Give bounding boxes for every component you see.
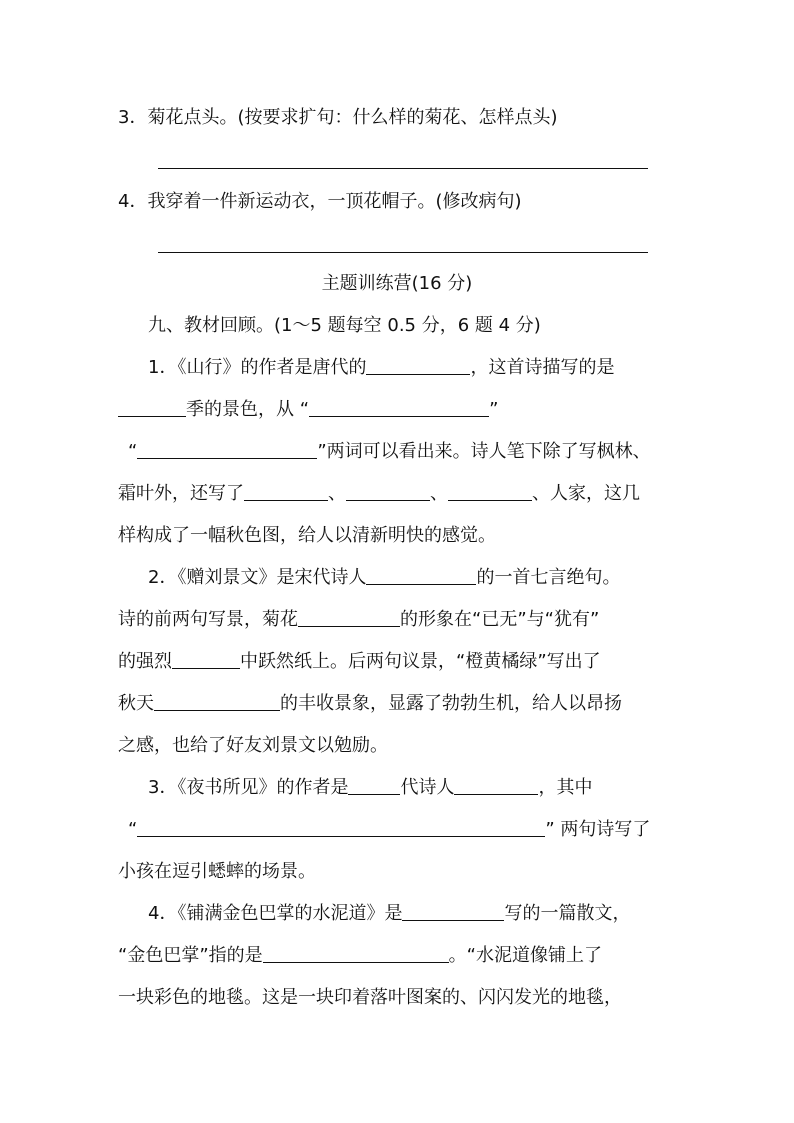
q1-line5: 样构成了一幅秋色图，给人以清新明快的感觉。 — [118, 525, 496, 546]
answer-line[interactable] — [158, 252, 648, 253]
blank[interactable] — [348, 776, 400, 795]
q2-line3: 的强烈 中跃然纸上。后两句议景，“橙黄橘绿”写出了 — [118, 651, 601, 672]
blank[interactable] — [263, 944, 449, 963]
blank[interactable] — [118, 398, 186, 417]
q1-line3: “ ”两词可以看出来。诗人笔下除了写枫林、 — [128, 441, 651, 462]
q4-line2: “金色巴掌”指的是 。“水泥道像铺上了 — [118, 945, 602, 966]
q3-line3: 小孩在逗引蟋蟀的场景。 — [118, 861, 316, 882]
blank[interactable] — [346, 482, 430, 501]
blank[interactable] — [366, 356, 470, 375]
q2-line5: 之感，也给了好友刘景文以勉励。 — [118, 735, 388, 756]
q1-line2: 季的景色，从 “ ” — [118, 398, 498, 422]
section-title: 主题训练营(16 分) — [321, 273, 473, 294]
q3-line1: 3．《夜书所见》的作者是 代诗人 ，其中 — [148, 777, 593, 798]
q2-line4: 秋天 的丰收景象，显露了勃勃生机，给人以昂扬 — [118, 693, 622, 714]
q1-line1: 1．《山行》的作者是唐代的 ，这首诗描写的是 — [148, 357, 615, 378]
question-3-expand: 3．菊花点头。(按要求扩句：什么样的菊花、怎样点头) — [118, 107, 558, 128]
blank[interactable] — [448, 482, 532, 501]
q2-line1: 2．《赠刘景文》是宋代诗人 的一首七言绝句。 — [148, 567, 621, 588]
blank[interactable] — [137, 818, 545, 837]
blank[interactable] — [309, 398, 489, 417]
blank[interactable] — [298, 608, 400, 627]
blank[interactable] — [454, 776, 538, 795]
blank[interactable] — [172, 650, 240, 669]
blank[interactable] — [366, 566, 476, 585]
part-9-heading: 九、教材回顾。(1～5 题每空 0.5 分，6 题 4 分) — [148, 315, 541, 336]
blank[interactable] — [137, 440, 317, 459]
q2-line2: 诗的前两句写景，菊花 的形象在“已无”与“犹有” — [118, 609, 600, 630]
question-4-fix: 4．我穿着一件新运动衣，一顶花帽子。(修改病句) — [118, 191, 522, 212]
answer-line[interactable] — [158, 168, 648, 169]
blank[interactable] — [154, 692, 280, 711]
q4-line3: 一块彩色的地毯。这是一块印着落叶图案的、闪闪发光的地毯， — [118, 987, 622, 1008]
q4-line1: 4．《铺满金色巴掌的水泥道》是 写的一篇散文， — [148, 903, 631, 924]
q3-line2: “ ” 两句诗写了 — [128, 819, 651, 840]
q1-line4: 霜叶外，还写了 、 、 、人家，这几 — [118, 483, 640, 504]
blank[interactable] — [244, 482, 328, 501]
blank[interactable] — [402, 902, 504, 921]
